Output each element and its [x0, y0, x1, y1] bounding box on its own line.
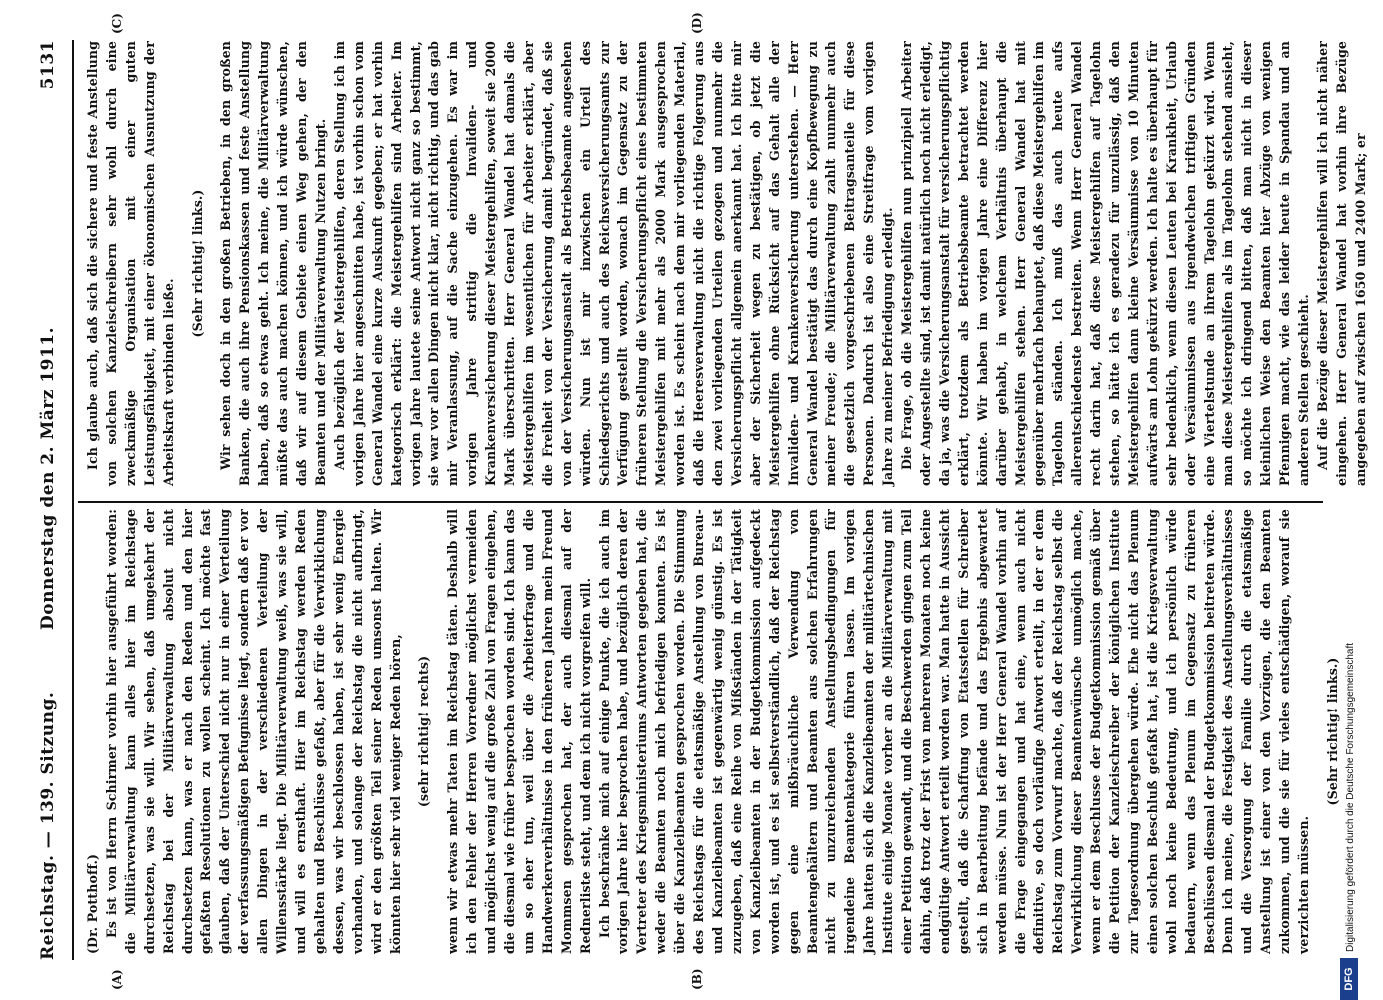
speaker-label: (Dr. Potthoff.): [85, 853, 100, 954]
column-divider: [78, 501, 1323, 503]
header-date: Donnerstag den 2. März 1911.: [38, 326, 58, 630]
page-header: [30, 40, 70, 960]
left-text-column: [84, 509, 1340, 954]
paragraph: Ich beschränke mich auf einige Punkte, die ich auch im vorigen Jahre hier besprochen habe, und bezüglich deren der Vertreter des Kriegsministeriums Antworten gegeben hat, die weder die Beamten noch mich befriedigen konnten. Es ist über die Kanzleibeamten gesprochen worden. Die Stimmung des Reichstags für die etatsmäßige Anstellung von Bureau- und Kanzleibeamten ist gegenwärtig wenig günstig. Es ist zuzugeben, daß eine Reihe von Mißständen in der Tätigkeit von Kanzleibeamten in der Budgetkommission aufgedeckt worden ist, und es ist selbstverständlich, daß der Reichstag gegen eine mißbräuchliche Verwendung von Beamtengehältern und Beamten aus solchen Erfahrungen nicht zu unzureichenden Anstellungsbedingungen für irgendeine Beamtenkategorie führen lassen. Im vorigen Jahre hatten sich die Kanzleibeamten der militärtechnischen Institute einige Monate vorher an die Militärverwaltung mit einer Petition gewandt, und die Beschwerden gingen zum Teil dahin, daß trotz der Frist von mehreren Monaten noch keine endgültige Antwort erteilt worden war. Man hatte in Aussicht gestellt, daß die Schaffung von Etatsstellen für Schreiber sich in Bearbeitung befände und das Ergebnis abgewartet werden müsse. Nun ist der Herr General Wandel vorhin auf die Frage eingegangen und hat eine, wenn auch nicht definitive, so doch vorläufige Antwort erteilt, in der er dem Reichstag zum Vorwurf machte, daß der Reichstag selbst die Verwirklichung dieser Beamtenwünsche unmöglich mache, wenn er dem Beschlusse der Budgetkommission gemäß über die Petition der Kanzleischreiber der königlichen Institute zur Tagesordnung übergehen würde. Ehe nicht das Plenum einen solchen Beschluß gefaßt hat, ist die Kriegsverwaltung wohl noch keine Bedeutung, und ich persönlich würde bedauern, wenn das Plenum im Gegensatz zu früheren Beschlüssen diesmal der Budgetkommission beitreten würde. Denn ich meine, die Festigkeit des Anstellungsverhältnisses und die Versorgung der Familie durch die etatsmäßige Anstellung ist einer von den Vorzügen, die den Beamten zukommen, und die sie für vieles entschädigen, worauf sie verzichten müssen.: [596, 509, 1312, 954]
right-text-column: [84, 41, 1368, 486]
margin-mark-c: (C): [110, 13, 124, 34]
header-rule: [72, 40, 74, 960]
paragraph: Ich glaube auch, daß sich die sichere und feste Anstellung von solchen Kanzleischreibern sehr wohl durch eine zweckmäßige Organisation mit einer guten Leistungsfähigkeit, mit einer ökonomischen Ausnutzung der Arbeitskraft verbinden ließe.: [85, 41, 176, 486]
header-session: Reichstag. — 139. Sitzung.: [38, 691, 58, 960]
digitization-credit: Digitalisierung gefördert durch die Deutsche Forschungsgemeinschaft: [1345, 642, 1356, 952]
paragraph: wenn wir etwas mehr Taten im Reichstag täten. Deshalb will ich den Fehler der Herren Vorredner möglichst vermeiden und möglichst wenig auf die große Zahl von Fragen eingehen, die diesmal wie früher besprochen worden sind. Ich kann das um so eher tun, weil über die Arbeiterfrage und die Handwerkerverhältnisse in den früheren Jahren mein Freund Mommsen gesprochen hat, der auch diesmal auf der Rednerliste steht, und dem ich nicht vorgreifen will.: [445, 509, 593, 954]
paragraph: Wir sehen doch in den großen Betrieben, in den großen Banken, die auch ihre Pensionskassen und feste Anstellung haben, daß so etwas geht. Ich meine, die Militärverwaltung müßte das auch machen können, und ich würde wünschen, daß wir auf diesem Gebiete einen Weg gehen, der den Beamten und der Militärverwaltung Nutzen bringt.: [218, 41, 328, 486]
paragraph: Es ist von Herrn Schirmer vorhin hier ausgeführt worden: die Militärverwaltung kann alles hier im Reichstage durchsetzen, was sie will. Wir sehen, daß umgekehrt der Reichstag bei der Militärverwaltung absolut nicht durchsetzen kann, was er nach den Reden und den hier gefaßten Resolutionen zu wollen scheint. Ich möchte fast glauben, daß der Unterschied nicht nur in einer Verteilung der verfassungsmäßigen Befugnisse liegt, sondern daß er vor allen Dingen in der verschiedenen Verteilung der Willensstärke liegt. Die Militärverwaltung weiß, was sie will, und will es ernsthaft. Hier im Reichstag werden Reden gehalten und Beschlüsse gefaßt, aber für die Verwirklichung dessen, was wir beschlossen haben, ist sehr wenig Energie vorhanden, und solange der Reichstag die nicht aufbringt, wird er den größten Teil seiner Reden umsonst halten. Wir könnten hier sehr viel weniger Reden hören,: [103, 509, 403, 954]
paragraph: Die Frage, ob die Meistergehilfen nun prinzipiell Arbeiter oder Angestellte sind, ist damit natürlich noch nicht erledigt, da ja, was die Versicherungsanstalt für versicherungspflichtig erklärt, trotzdem als Betriebsbeamte betrachtet werden könnte. Wir haben im vorigen Jahre eine Differenz hier darüber gehabt, in welchem Verhältnis überhaupt die Meistergehilfen stehen. Herr General Wandel hat mit gegenüber mehrfach behauptet, daß diese Meistergehilfen im Tagelohn ständen. Ich muß das auch heute aufs allerentschiedenste bestreiten. Wenn Herr General Wandel recht darin hat, daß diese Meistergehilfen auf Tagelohn stehen, so hätte ich es geradezu für unzulässig, daß den Meistergehilfen dann kleine Versäumnisse von 10 Minuten aufwärts am Lohn gekürzt werden. Ich halte es überhaupt für sehr bedenklich, wenn diesen Leuten bei Krankheit, Urlaub oder Versäumnissen aus irgendwelchen triftigen Gründen eine Viertelstunde an ihrem Tagelohn gekürzt wird. Wenn man diese Meistergehilfen als im Tagelohn stehend ansieht, so möchte ich dringend bitten, daß man nicht in dieser kleinlichen Weise den Beamten hier Abzüge von wenigen Pfennigen macht, wie das leider heute in Spandau und an anderen Stellen geschieht.: [899, 41, 1312, 486]
paragraph: Auf die Bezüge dieser Meistergehilfen will ich nicht näher eingehen. Herr General Wandel hat vorhin ihre Bezüge angegeben auf zwischen 1650 und 2400 Mark; er: [1315, 41, 1368, 486]
interjection: (sehr richtig! rechts): [416, 655, 432, 808]
dfg-logo: DFG: [1340, 958, 1358, 1000]
margin-mark-d: (D): [690, 12, 704, 34]
margin-mark-b: (B): [690, 968, 704, 990]
header-page-number: 5131: [38, 40, 58, 90]
interjection: (Sehr richtig! links.): [189, 189, 205, 338]
margin-mark-a: (A): [110, 969, 124, 990]
interjection: (Sehr richtig! links.): [1325, 657, 1340, 806]
paragraph: Auch bezüglich der Meistergehilfen, deren Stellung ich im vorigen Jahre hier angeschnitten habe, ist vorhin schon vom General Wandel eine kurze Auskunft gegeben; er hat vorhin kategorisch erklärt: die Meistergehilfen sind Arbeiter. Im vorigen Jahre lautete seine Antwort nicht ganz so bestimmt, sie war vor allen Dingen nicht klar, nicht richtig, und das gab mir Veranlassung, auf die Sache einzugehen. Es war im vorigen Jahre strittig die Invaliden- und Krankenversicherung dieser Meistergehilfen, soweit sie 2000 Mark überschritten. Herr General Wandel hat damals die Meistergehilfen im wesentlichen für Arbeiter erklärt, aber die Freiheit von der Versicherung damit begründet, daß sie von der Versicherungsanstalt als Betriebsbeamte angesehen würden. Nun ist mir inzwischen ein Urteil des Schiedsgerichts und auch des Reichsversicherungsamts zur Verfügung gestellt worden, wonach im Gegensatz zu der früheren Stellung die Versicherungspflicht eines bestimmten Meistergehilfen mit mehr als 2000 Mark ausgesprochen worden ist. Es scheint nach dem mir vorliegenden Material, daß die Heeresverwaltung nicht die richtige Folgerung aus den zwei vorliegenden Urteilen gezogen und nunmehr die Versicherungspflicht allgemein anerkannt hat. Ich bitte mir aber der Sicherheit wegen zu bestätigen, ob jetzt die Meistergehilfen ohne Rücksicht auf das Gehalt alle der Invaliden- und Krankenversicherung unterstehen. — Herr General Wandel bestätigt das durch eine Kopfbewegung zu meiner Freude; die Militärverwaltung zahlt nunmehr auch die gesetzlich vorgeschriebenen Beitragsanteile für diese Personen. Dadurch ist also eine Streitfrage vom vorigen Jahre zu meiner Befriedigung erledigt.: [331, 41, 896, 486]
